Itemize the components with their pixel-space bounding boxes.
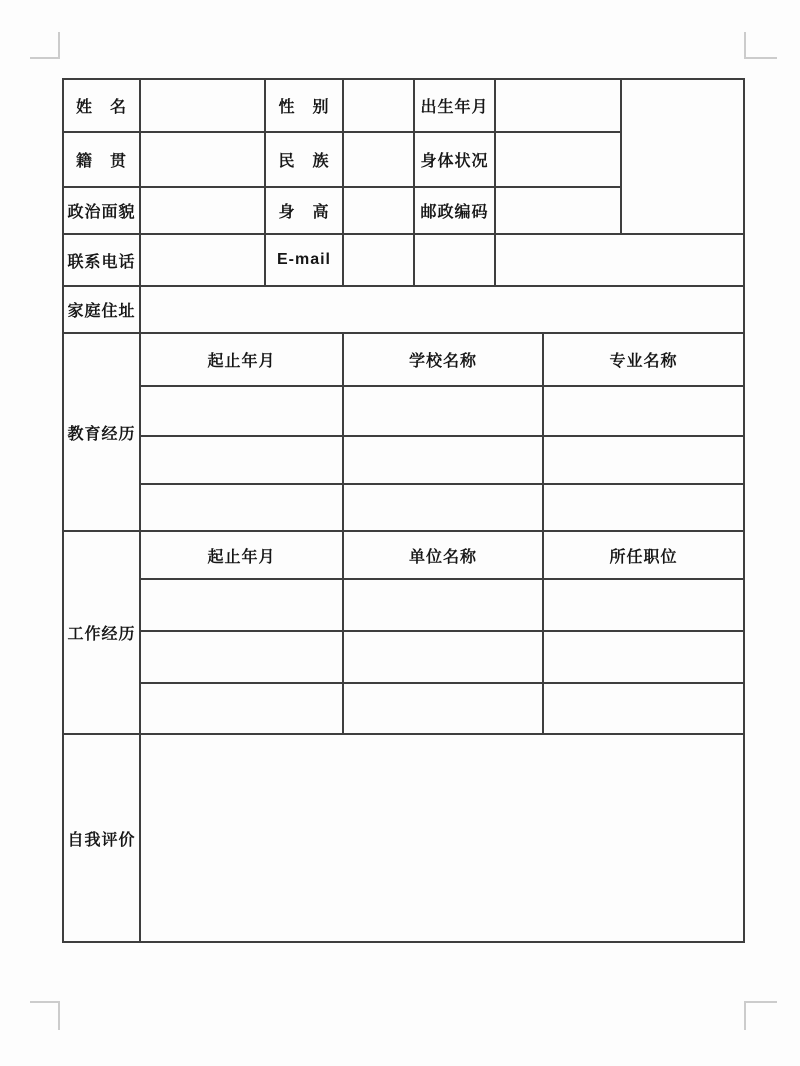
education-school-cell[interactable] <box>343 436 543 484</box>
gender-value-cell[interactable] <box>343 79 414 132</box>
ethnicity-label: 民 族 <box>265 132 343 187</box>
native-place-label: 籍 贯 <box>63 132 140 187</box>
work-company-cell[interactable] <box>343 579 543 631</box>
postal-code-label: 邮政编码 <box>414 187 495 234</box>
political-status-label: 政治面貌 <box>63 187 140 234</box>
education-row <box>63 436 744 484</box>
self-evaluation-value-cell[interactable] <box>140 734 744 942</box>
education-period-cell[interactable] <box>140 484 343 531</box>
work-header-company: 单位名称 <box>343 531 543 579</box>
crop-mark-bottom-right-icon <box>744 1001 777 1030</box>
resume-form-table <box>62 78 745 943</box>
health-status-label: 身体状况 <box>414 132 495 187</box>
education-header-period: 起止年月 <box>140 333 343 386</box>
work-company-cell[interactable] <box>343 631 543 683</box>
education-school-cell[interactable] <box>343 484 543 531</box>
name-value-cell[interactable] <box>140 79 265 132</box>
work-section-label: 工作经历 <box>63 531 140 734</box>
phone-label: 联系电话 <box>63 234 140 286</box>
work-row <box>63 631 744 683</box>
education-school-cell[interactable] <box>343 386 543 436</box>
crop-mark-top-right-icon <box>744 32 777 59</box>
height-label: 身 高 <box>265 187 343 234</box>
education-header-school: 学校名称 <box>343 333 543 386</box>
email-label: E-mail <box>265 234 343 286</box>
political-status-value-cell[interactable] <box>140 187 265 234</box>
education-period-cell[interactable] <box>140 386 343 436</box>
name-label: 姓 名 <box>63 79 140 132</box>
crop-mark-top-left-icon <box>30 32 60 59</box>
email-value-cell[interactable] <box>343 234 414 286</box>
education-row <box>63 484 744 531</box>
work-position-cell[interactable] <box>543 683 744 734</box>
ethnicity-value-cell[interactable] <box>343 132 414 187</box>
postal-code-value-cell[interactable] <box>495 187 621 234</box>
work-period-cell[interactable] <box>140 579 343 631</box>
work-header-position: 所任职位 <box>543 531 744 579</box>
education-section-label: 教育经历 <box>63 333 140 531</box>
gender-label: 性 别 <box>265 79 343 132</box>
home-address-label: 家庭住址 <box>63 286 140 333</box>
self-evaluation-label: 自我评价 <box>63 734 140 942</box>
work-position-cell[interactable] <box>543 579 744 631</box>
education-period-cell[interactable] <box>140 436 343 484</box>
work-row <box>63 683 744 734</box>
health-status-value-cell[interactable] <box>495 132 621 187</box>
education-major-cell[interactable] <box>543 436 744 484</box>
education-major-cell[interactable] <box>543 386 744 436</box>
education-header-major: 专业名称 <box>543 333 744 386</box>
work-period-cell[interactable] <box>140 683 343 734</box>
work-period-cell[interactable] <box>140 631 343 683</box>
education-row <box>63 386 744 436</box>
height-value-cell[interactable] <box>343 187 414 234</box>
work-row <box>63 579 744 631</box>
work-company-cell[interactable] <box>343 683 543 734</box>
birth-date-value-cell[interactable] <box>495 79 621 132</box>
work-position-cell[interactable] <box>543 631 744 683</box>
phone-value-cell[interactable] <box>140 234 265 286</box>
contact-extra-cell[interactable] <box>414 234 495 286</box>
work-header-period: 起止年月 <box>140 531 343 579</box>
home-address-value-cell[interactable] <box>140 286 744 333</box>
photo-cell[interactable] <box>621 79 744 234</box>
education-major-cell[interactable] <box>543 484 744 531</box>
native-place-value-cell[interactable] <box>140 132 265 187</box>
crop-mark-bottom-left-icon <box>30 1001 60 1030</box>
contact-wide-cell[interactable] <box>495 234 744 286</box>
birth-date-label: 出生年月 <box>414 79 495 132</box>
